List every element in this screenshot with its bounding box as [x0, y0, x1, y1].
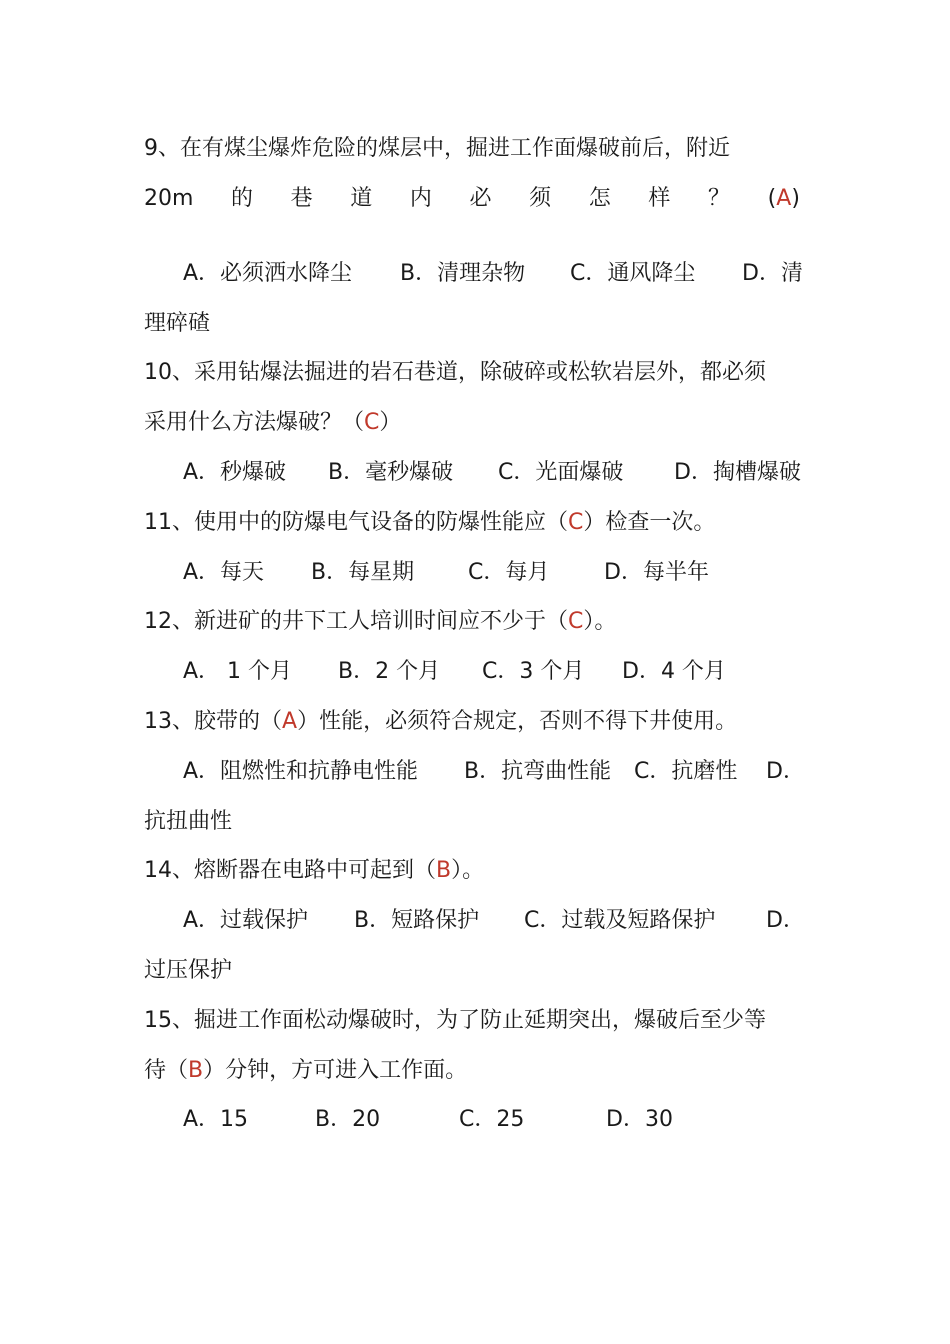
- q10-answer: C: [364, 410, 380, 435]
- q14-option-b: B．短路保护: [354, 908, 480, 933]
- q10-option-a: A．秒爆破: [183, 460, 287, 485]
- q11-answer: C: [568, 510, 584, 535]
- q9-word: 20m: [144, 186, 194, 211]
- q9-answer-group: (A): [768, 184, 800, 214]
- q9-word: 巷: [290, 186, 313, 211]
- q13-option-d-continued: 抗扭曲性: [144, 809, 233, 834]
- q11-option-a: A．每天: [183, 560, 265, 585]
- q12-stem: 12、新进矿的井下工人培训时间应不少于（C）。: [144, 609, 617, 634]
- q15-answer: B: [188, 1058, 204, 1083]
- q12-option-b: B．2 个月: [338, 659, 441, 684]
- q10-option-b: B．毫秒爆破: [328, 460, 454, 485]
- q9-answer: A: [776, 186, 792, 211]
- q14-option-d-continued: 过压保护: [144, 958, 233, 983]
- q13-option-a: A．阻燃性和抗静电性能: [183, 759, 419, 784]
- q9-word: ？: [708, 186, 731, 211]
- q10-option-c: C．光面爆破: [498, 460, 624, 485]
- q11-option-c: C．每月: [468, 560, 550, 585]
- q15-option-b: B．20: [315, 1107, 381, 1132]
- q9-option-a: A．必须洒水降尘: [183, 261, 353, 286]
- q14-stem: 14、熔断器在电路中可起到（B）。: [144, 858, 485, 883]
- q14-option-c: C．过载及短路保护: [524, 908, 716, 933]
- q9-word: 样: [648, 186, 671, 211]
- q9-option-d-continued: 理碎碴: [144, 311, 211, 336]
- q9-word: 道: [350, 186, 373, 211]
- q11-option-b: B．每星期: [311, 560, 415, 585]
- q13-option-c: C．抗磨性: [634, 759, 738, 784]
- q15-option-c: C．25: [459, 1107, 525, 1132]
- q13-option-b: B．抗弯曲性能: [464, 759, 612, 784]
- q9-word: 须: [529, 186, 552, 211]
- q15-option-a: A．15: [183, 1107, 249, 1132]
- q13-stem: 13、胶带的（A）性能，必须符合规定，否则不得下井使用。: [144, 709, 738, 734]
- q12-option-a: A． 1 个月: [183, 659, 293, 684]
- q11-option-d: D．每半年: [604, 560, 709, 585]
- q14-answer: B: [436, 858, 452, 883]
- q9-option-d: D．清: [742, 261, 803, 286]
- q9-word: 必: [469, 186, 492, 211]
- q10-option-d: D．掏槽爆破: [674, 460, 801, 485]
- q9-stem-line1: 9、在有煤尘爆炸危险的煤层中，掘进工作面爆破前后，附近: [144, 136, 730, 161]
- q9-word: 怎: [588, 186, 611, 211]
- q15-stem-line1: 15、掘进工作面松动爆破时，为了防止延期突出，爆破后至少等: [144, 1008, 766, 1033]
- q9-option-c: C．通风降尘: [570, 261, 696, 286]
- q10-stem-line1: 10、采用钻爆法掘进的岩石巷道，除破碎或松软岩层外，都必须: [144, 360, 766, 385]
- q12-option-c: C．3 个月: [482, 659, 585, 684]
- q11-stem: 11、使用中的防爆电气设备的防爆性能应（C）检查一次。: [144, 510, 716, 535]
- q10-stem-line2: 采用什么方法爆破？（C）: [144, 410, 402, 435]
- q9-word: 的: [231, 186, 254, 211]
- q14-option-d: D．: [766, 908, 805, 933]
- q12-option-d: D．4 个月: [622, 659, 726, 684]
- q14-option-a: A．过载保护: [183, 908, 309, 933]
- q9-word: 内: [409, 186, 432, 211]
- q9-stem-line2: [144, 184, 800, 214]
- q15-stem-line2: 待（B）分钟，方可进入工作面。: [144, 1058, 468, 1083]
- q15-option-d: D．30: [606, 1107, 673, 1132]
- q12-answer: C: [568, 609, 584, 634]
- q13-option-d: D．: [766, 759, 805, 784]
- q13-answer: A: [282, 709, 298, 734]
- q9-option-b: B．清理杂物: [400, 261, 526, 286]
